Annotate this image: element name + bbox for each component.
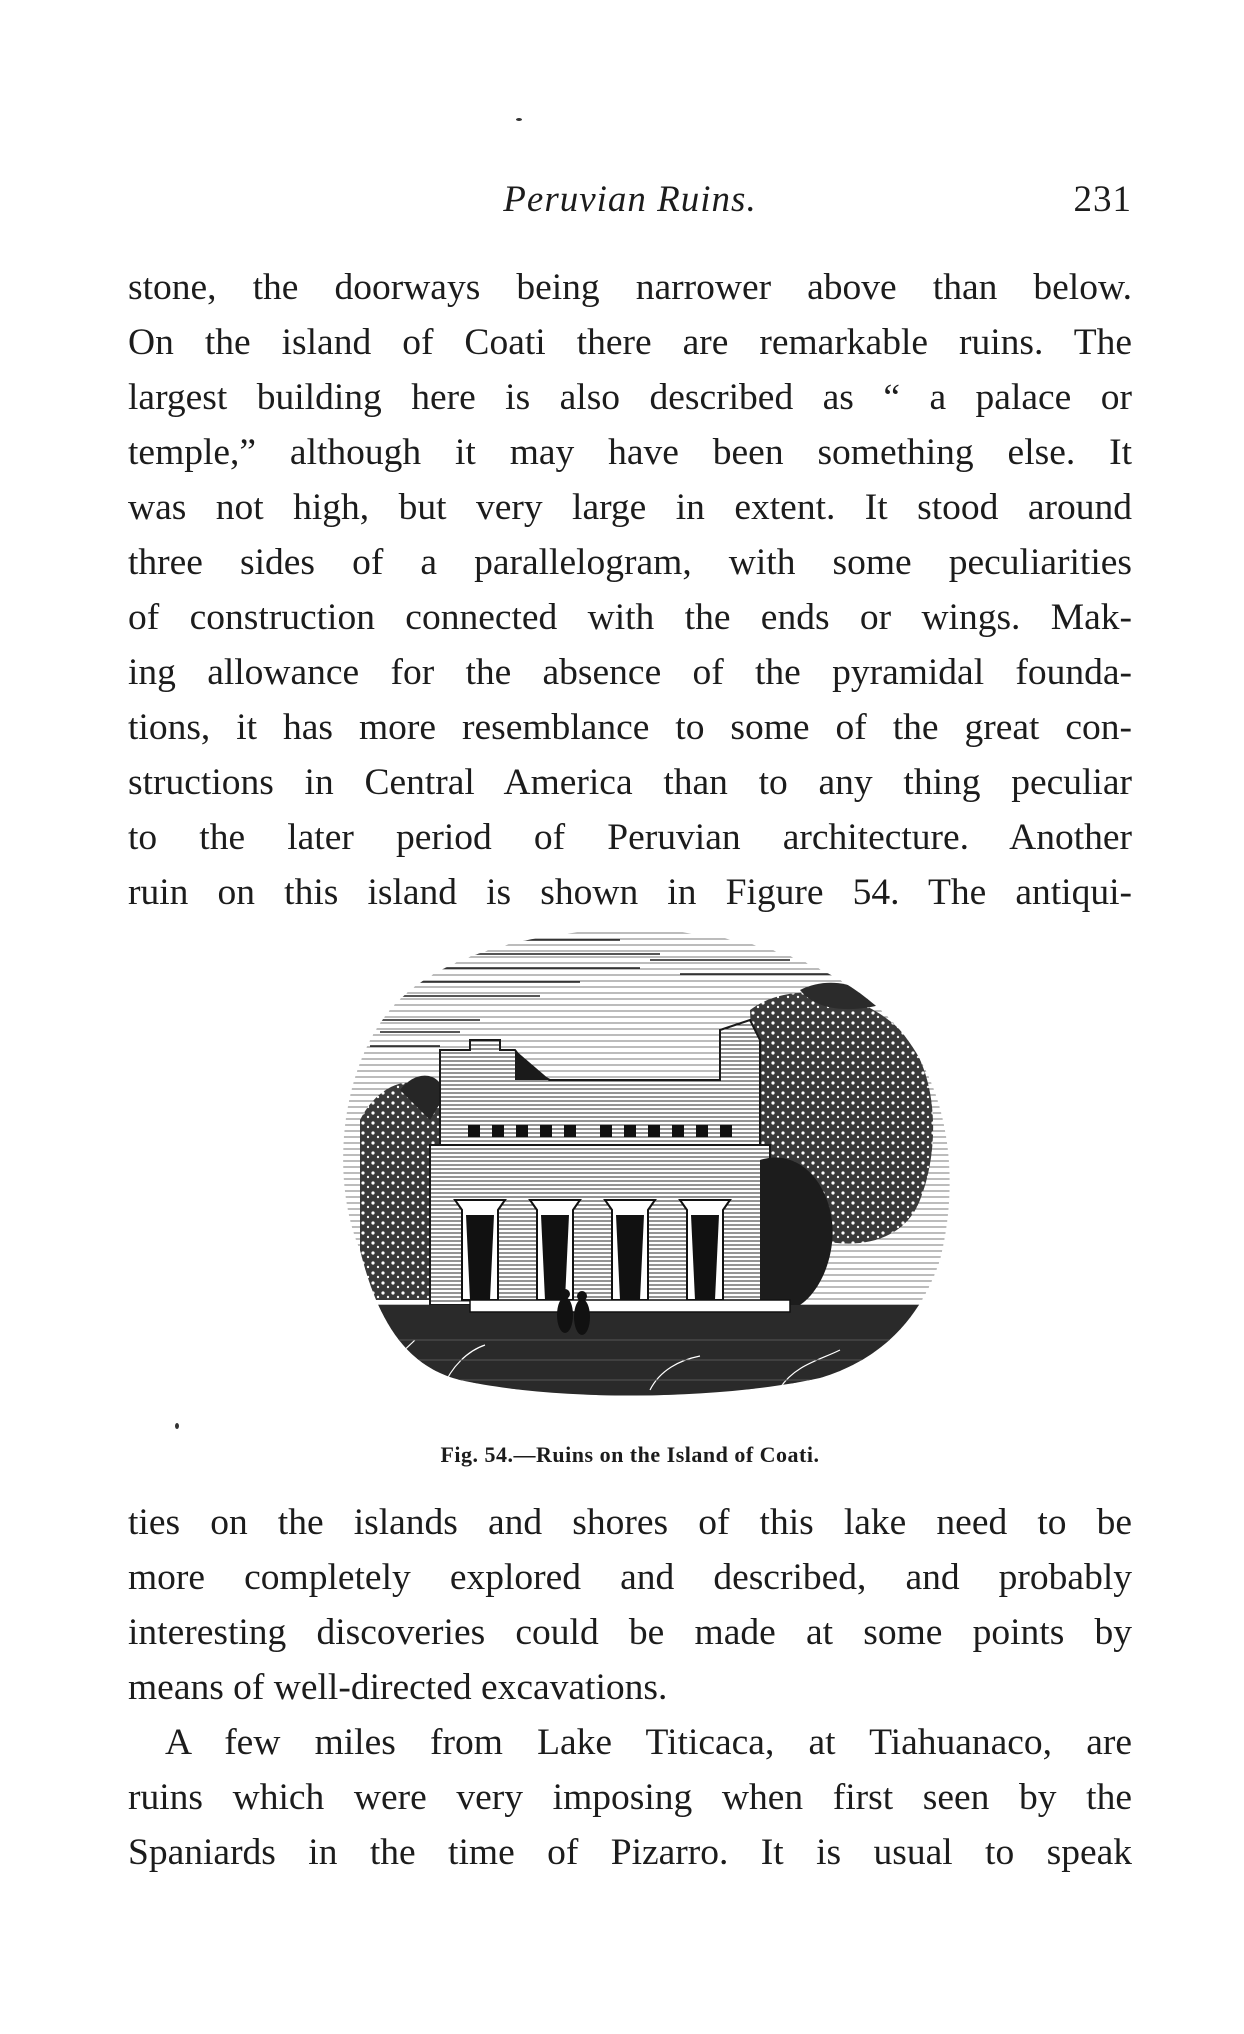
text-line: three sides of a parallelogram, with some peculiarities (128, 542, 1132, 583)
text-line: On the island of Coati there are remarkable ruins. The (128, 322, 1132, 363)
text-line: tions, it has more resemblance to some of the great con- (128, 707, 1132, 748)
text-line: ing allowance for the absence of the pyramidal founda- (128, 652, 1132, 693)
text-line: to the later period of Peruvian architecture. Another (128, 817, 1132, 858)
paragraph-after-figure (128, 1495, 1132, 1880)
text-line: A few miles from Lake Titicaca, at Tiahuanaco, are (165, 1722, 1132, 1763)
text-line: means of well-directed excavations. (128, 1667, 668, 1708)
text-line: structions in Central America than to any thing peculiar (128, 762, 1132, 803)
running-title: Peruvian Ruins. (503, 179, 757, 220)
text-line: more completely explored and described, and probably (128, 1557, 1132, 1598)
text-line: stone, the doorways being narrower above than below. (128, 267, 1132, 308)
running-head (128, 178, 1132, 230)
text-line: interesting discoveries could be made at some points by (128, 1612, 1132, 1653)
text-line: ties on the islands and shores of this lake need to be (128, 1502, 1132, 1543)
print-speck (516, 118, 522, 121)
text-line: was not high, but very large in extent. It stood around (128, 487, 1132, 528)
page-number: 231 (1073, 179, 1132, 220)
text-line: temple,” although it may have been something else. It (128, 432, 1132, 473)
text-line: largest building here is also described as “ a palace or (128, 377, 1132, 418)
text-line: of construction connected with the ends or wings. Mak- (128, 597, 1132, 638)
ruins-engraving-illustration (320, 920, 960, 1400)
figure-caption: Fig. 54.—Ruins on the Island of Coati. (440, 1442, 820, 1467)
text-line: Spaniards in the time of Pizarro. It is usual to speak (128, 1832, 1132, 1873)
text-line: ruin on this island is shown in Figure 54. The antiqui- (128, 872, 1132, 913)
text-line: ruins which were very imposing when first seen by the (128, 1777, 1132, 1818)
paragraph-before-figure (128, 260, 1132, 920)
print-speck (175, 1423, 179, 1429)
figure-54-engraving (320, 920, 960, 1400)
